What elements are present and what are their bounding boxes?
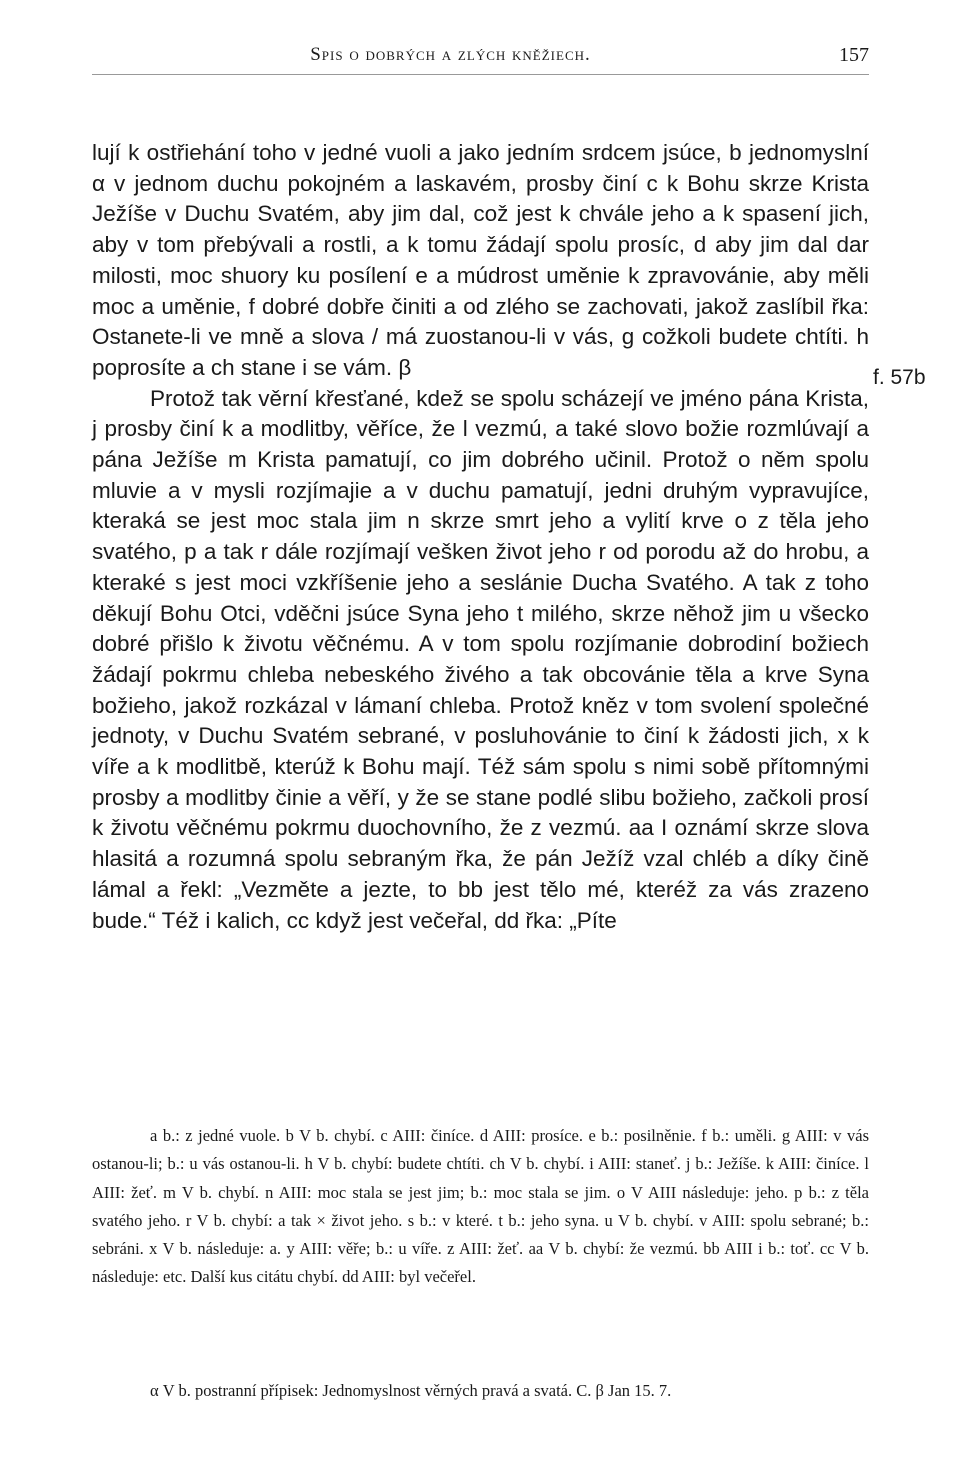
marginal-notes — [92, 1377, 869, 1405]
page-number: 157 — [839, 44, 869, 66]
running-title: Spis o dobrých a zlých kněžiech. — [310, 44, 591, 65]
header-rule — [92, 74, 869, 75]
paragraph-1: lují k ostřiehání toho v jedné vuoli a jako jedním srdcem jsúce, b jednomyslní α v jednom duchu pokojném a laskavém, prosby činí c k Bohu skrze Krista Ježíše v Duchu Svatém, aby jim dal, což jest k chvále jeho a k spasení jich, aby v tom přebývali a rostli, a k tomu žádají spolu prosíc, d aby jim dal dar milosti, moc shuory ku posílení e a múdrost uměnie k zpravovánie, aby měli moc a uměnie, f dobré dobře činiti a od zlého se zachovati, jakož zaslíbil řka: Ostanete-li ve mně a slova / má zuostanou-li v vás, g cožkoli budete chtíti. h poprosíte a ch stane i se vám. β — [92, 140, 869, 380]
running-header — [92, 44, 869, 72]
footnotes-text: a b.: z jedné vuole. b V b. chybí. c AIII: činíce. d AIII: prosíce. e b.: posilněnie. f b.: uměli. g AIII: v vás ostanou-li; b.: u vás ostanou-li. h V b. chybí: budete chtíti. ch V b. chybí. i AIII: staneť. j b.: Ježíše. k AIII: činíce. l AIII: žeť. m V b. chybí. n AIII: moc stala se jest jim; b.: moc stala se jim. o V AIII následuje: jeho. p b.: z těla svatého jeho. r V b. chybí: a tak × život jeho. s b.: v které. t b.: jeho syna. u V b. chybí. v AIII: spolu sebrané; b.: sebráni. x V b. následuje: a. y AIII: věře; b.: u víře. z AIII: žeť. aa V b. chybí: že vezmú. bb AIII i b.: toť. cc V b. následuje: etc. Další kus citátu chybí. dd AIII: byl večeřel. — [92, 1126, 869, 1287]
paragraph-2: Protož tak věrní křesťané, kdež se spolu scházejí ve jméno pána Krista, j prosby činí k a modlitby, věříce, že l vezmú, a také slovo božie rozmlúvají a pána Ježíše m Krista pamatují, co jim dobrého učinil. Protož o něm spolu mluvie a v mysli rozjímajie a v duchu pamatují, jedni druhým vypravujíce, kteraká se jest moc stala jim n skrze smrt jeho a vylití krve o z těla jeho svatého, p a tak r dále rozjímají vešken život jeho r od porodu až do hrobu, a kteraké s jest moci vzkříšenie jeho a seslánie Ducha Svatého. A tak z toho děkují Bohu Otci, vděčni jsúce Syna jeho t milého, skrze něhož jim u všecko dobré přišlo k životu věčnému. A v tom spolu rozjímanie dobrodiní božiech žádají pokrmu chleba nebeského živého a tak obcovánie těla a krve Syna božieho, jakož rozkázal v lámaní chleba. Protož kněz v tom svolení společné jednoty, v Duchu Svatém sebrané, v posluhovánie to činí k žádosti jich, x k víře a k modlitbě, kterúž k Bohu mají. Též sám spolu s nimi sobě přítomnými prosby a modlitby činie a věří, y že se stane podlé slibu božieho, začkoli prosí k životu věčnému pokrmu duochovního, že z vezmú. aa I oznámí skrze slova hlasitá a rozumná spolu sebraným řka, že pán Ježíž vzal chléb a díky čině lámal a řekl: „Vezměte a jezte, to bb jest tělo mé, kteréž za vás zrazeno bude.“ Též i kalich, cc když jest večeřal, dd řka: „Píte — [92, 385, 869, 933]
folio-margin-note: f. 57b — [873, 366, 926, 389]
main-text — [92, 138, 869, 936]
footnotes — [92, 1122, 869, 1292]
marginal-notes-text: α V b. postranní přípisek: Jednomyslnost věrných pravá a svatá. C. β Jan 15. 7. — [150, 1381, 672, 1400]
